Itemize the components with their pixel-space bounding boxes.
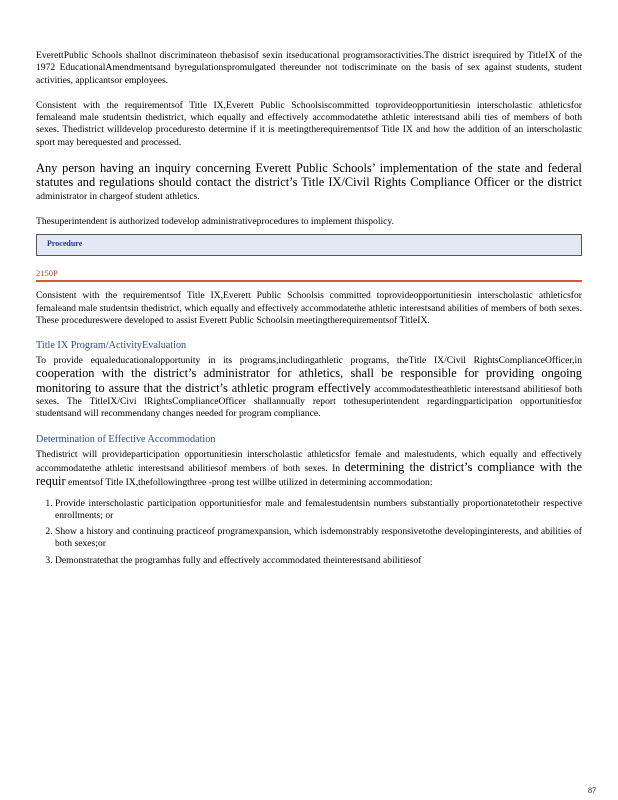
page-number: 87 — [588, 786, 596, 795]
determination-text-b: determining the district’s compliance with the requir — [36, 459, 582, 489]
three-prong-test-list — [36, 498, 582, 567]
evaluation-text-c: accommodatestheathletic interestsand abilitiesof both sexes. The TitleIX/Civi lRightsComplianceOfficer shallannually report tothesuperintendent regardingparticipation opportunitiesfor studentsand will recommendany changes needed for program compliance. — [36, 383, 583, 420]
heading-program-evaluation: Title IX Program/ActivityEvaluation — [36, 340, 187, 352]
policy-paragraph-commitment: Consistent with the requirementsof Title IX,Everett Public Schoolsiscommitted toprovideopportunitiesin interscholastic athleticsfor femaleand male studentsin thedistrict, which equally and effectively accommodatethe athletic interestsand abili ties of members of both sexes. Thedistrict willdevelop proceduresto determine if it is meetingtherequirementsof Title IX and how the addition of an interscholastic sport may berequested and processed. — [36, 99, 582, 148]
heading-effective-accommodation: Determination of Effective Accommodation — [36, 433, 216, 445]
list-item: 3. Demonstratethat the programhas fully and effectively accommodated theinterestsand abilitiesof — [55, 555, 582, 567]
procedure-paragraph-intro: Consistent with the requirementsof Title IX,Everett Public Schoolsis committed toprovideopportunitiesin interscholastic athleticsfor femaleand male studentsin thedistrict, which equally and effectively accommodatethe athletic interestsand abilities of members of both sexes. These procedureswere developed to assist Everett Public Schoolsin meetingtherequirementsof TitleIX. — [36, 290, 582, 326]
policy-number: 2150P — [36, 268, 58, 279]
determination-text-a: Thedistrict will provideparticipation opportunitiesin interscholastic athleticsfor female and malestudents, which equally and effectively accommodatethe athletic interestsand abilitiesof members of both sexes. In — [36, 448, 582, 474]
page-content — [36, 50, 582, 571]
procedure-banner — [36, 234, 582, 256]
list-item: 2. Show a history and continuing practiceof programexpansion, which isdemonstrably responsivetothe developinginterests, and abilities of both sexes;or — [55, 526, 582, 551]
inquiry-text-large: Any person having an inquiry concerning Everett Public Schools’ implementation of the state and federal statutes and regulations should contact the district’s Title IX/Civil Rights Compliance Officer or the district — [36, 161, 582, 190]
evaluation-text-b: cooperation with the district’s administrator for athletics, shall be responsible for providing ongoing monitoring to assure that the district’s athletic program effectively — [36, 366, 582, 395]
procedure-paragraph-evaluation — [36, 355, 582, 420]
determination-text-c: ementsof Title IX,thefollowingthree -prong test willbe utilized in determining accommodation: — [68, 477, 433, 489]
list-item: 1. Provide interscholastic participation opportunitiesfor male and femalestudentsin numbers substantially proportionatetotheir respective enrollments; or — [55, 498, 582, 523]
procedure-paragraph-determination — [36, 449, 582, 490]
policy-paragraph-inquiry — [36, 162, 582, 203]
policy-paragraph-superintendent: Thesuperintendent is authorized todevelop administrativeprocedures to implement thispolicy. — [36, 215, 394, 227]
policy-paragraph-nondiscrimination: EverettPublic Schools shallnot discriminateon thebasisof sexin itseducational programsoractivities.The district isrequired by TitleIX of the 1972 EducationalAmendmentsand byregulationspromulgated thereunder not todiscriminate on the basis of sex against students, student activities, applicantsor employees. — [36, 50, 582, 86]
procedure-label: Procedure — [47, 239, 83, 249]
inquiry-text-small: administrator in chargeof student athletics. — [36, 190, 200, 202]
evaluation-text-a: To provide equaleducationalopportunity in its programs,includingathletic programs, theTitle IX/Civil RightsComplianceOfficer,in — [36, 355, 582, 367]
